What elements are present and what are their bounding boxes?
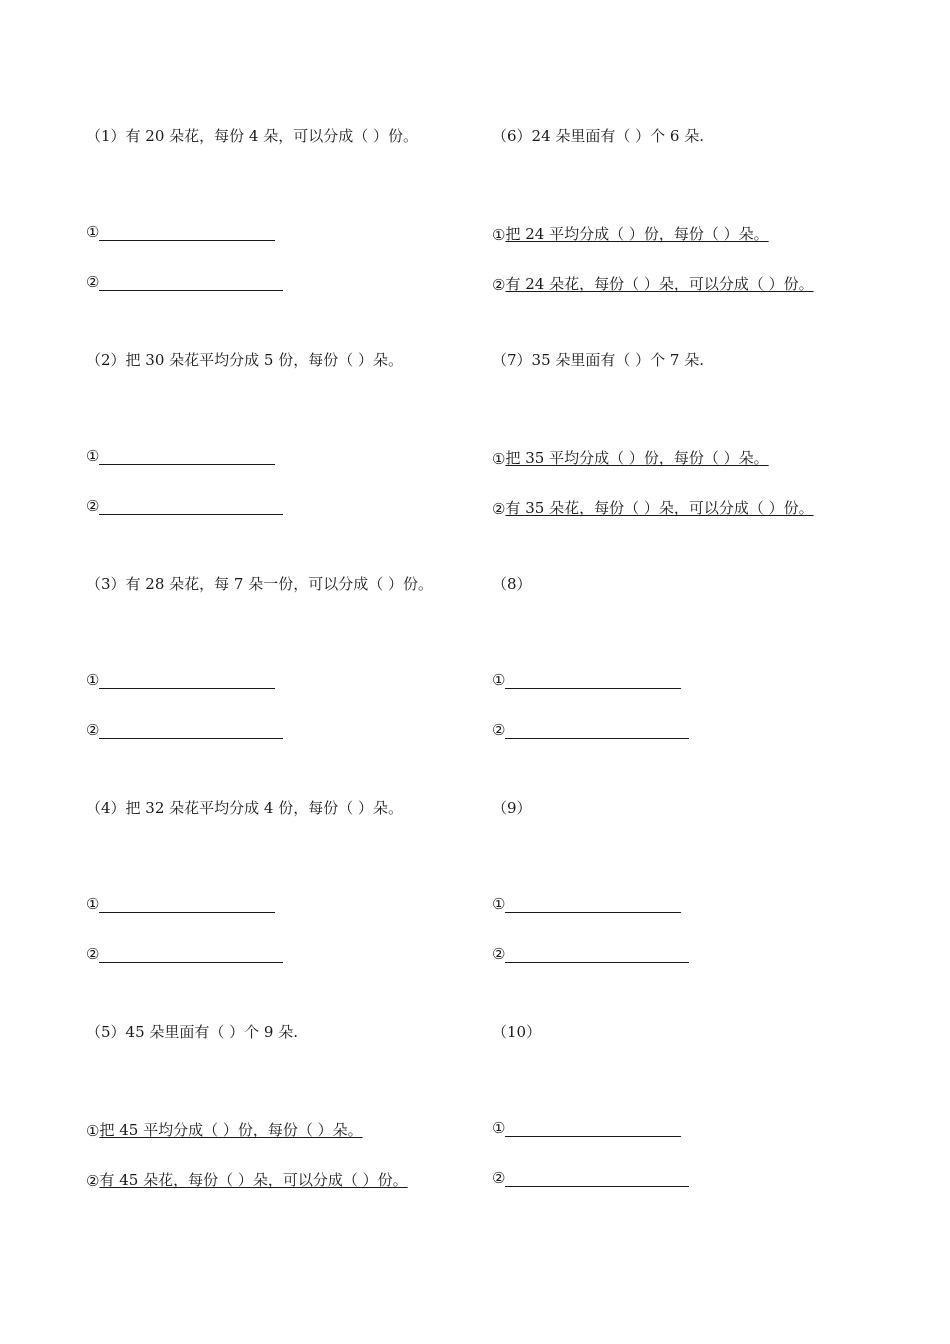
answer-blank[interactable]	[99, 672, 275, 689]
problem-1	[86, 125, 486, 349]
answer-line-2	[492, 1169, 689, 1187]
circled-number: ①	[492, 1119, 506, 1137]
problem-title: （7）35 朵里面有（ ）个 7 朵.	[492, 351, 705, 369]
problem-4	[86, 797, 486, 1021]
circled-number: ②	[86, 497, 100, 515]
answer-blank[interactable]	[505, 946, 689, 963]
circled-number: ①	[492, 671, 506, 689]
answer-line-1	[86, 1119, 367, 1140]
answer-line-1	[492, 1119, 681, 1137]
answer-line-1	[86, 447, 275, 465]
answer-blank[interactable]	[505, 672, 681, 689]
answer-line-2	[86, 273, 283, 291]
answer-blank[interactable]	[99, 896, 275, 913]
problem-title: （2）把 30 朵花平均分成 5 份，每份（ ）朵。	[86, 351, 404, 369]
answer-blank[interactable]	[505, 1170, 689, 1187]
problem-7	[492, 349, 892, 573]
circled-number: ②	[492, 945, 506, 963]
problem-title: （4）把 32 朵花平均分成 4 份，每份（ ）朵。	[86, 799, 404, 817]
circled-number: ②	[492, 276, 506, 294]
circled-number: ②	[86, 721, 100, 739]
problem-title: （3）有 28 朵花，每 7 朵一份，可以分成（ ）份。	[86, 575, 434, 593]
circled-number: ①	[492, 450, 506, 468]
circled-number: ②	[86, 273, 100, 291]
answer-line-1	[492, 895, 681, 913]
answer-line-1	[86, 671, 275, 689]
answer-blank[interactable]	[99, 498, 283, 515]
answer-line-1	[86, 895, 275, 913]
circled-number: ①	[492, 226, 506, 244]
answer-line-1	[492, 223, 773, 244]
circled-number: ②	[492, 1169, 506, 1187]
answer-line-2	[492, 273, 818, 294]
problem-title: （9）	[492, 799, 532, 817]
problem-6	[492, 125, 892, 349]
answer-line-2	[86, 721, 283, 739]
problem-2	[86, 349, 486, 573]
answer-blank[interactable]	[99, 274, 283, 291]
answer-blank[interactable]	[99, 946, 283, 963]
answer-text[interactable]: 把 24 平均分成（ ）份，每份（ ）朵。	[505, 225, 769, 243]
answer-line-2	[86, 945, 283, 963]
answer-line-1	[86, 223, 275, 241]
answer-line-2	[492, 945, 689, 963]
problem-title: （8）	[492, 575, 532, 593]
answer-line-1	[492, 447, 773, 468]
answer-blank[interactable]	[505, 896, 681, 913]
problem-3	[86, 573, 486, 797]
answer-line-2	[492, 721, 689, 739]
circled-number: ②	[86, 1172, 100, 1190]
circled-number: ②	[86, 945, 100, 963]
circled-number: ②	[492, 500, 506, 518]
circled-number: ①	[492, 895, 506, 913]
circled-number: ①	[86, 447, 100, 465]
answer-blank[interactable]	[99, 224, 275, 241]
answer-line-2	[86, 1169, 412, 1190]
answer-text[interactable]: 有 35 朵花，每份（ ）朵，可以分成（ ）份。	[505, 499, 814, 517]
answer-text[interactable]: 有 24 朵花，每份（ ）朵，可以分成（ ）份。	[505, 275, 814, 293]
answer-line-1	[492, 671, 681, 689]
problem-5	[86, 1021, 486, 1245]
answer-text[interactable]: 把 35 平均分成（ ）份，每份（ ）朵。	[505, 449, 769, 467]
circled-number: ②	[492, 721, 506, 739]
answer-line-2	[86, 497, 283, 515]
answer-text[interactable]: 有 45 朵花，每份（ ）朵，可以分成（ ）份。	[99, 1171, 408, 1189]
problem-title: （5）45 朵里面有（ ）个 9 朵.	[86, 1023, 299, 1041]
problem-title: （1）有 20 朵花，每份 4 朵，可以分成（ ）份。	[86, 127, 419, 145]
answer-blank[interactable]	[505, 722, 689, 739]
problem-9	[492, 797, 892, 1021]
problem-title: （6）24 朵里面有（ ）个 6 朵.	[492, 127, 705, 145]
answer-line-2	[492, 497, 818, 518]
circled-number: ①	[86, 223, 100, 241]
circled-number: ①	[86, 1122, 100, 1140]
answer-text[interactable]: 把 45 平均分成（ ）份，每份（ ）朵。	[99, 1121, 363, 1139]
problem-10	[492, 1021, 892, 1245]
answer-blank[interactable]	[99, 448, 275, 465]
answer-blank[interactable]	[99, 722, 283, 739]
problem-8	[492, 573, 892, 797]
answer-blank[interactable]	[505, 1120, 681, 1137]
problem-title: （10）	[492, 1023, 542, 1041]
circled-number: ①	[86, 671, 100, 689]
circled-number: ①	[86, 895, 100, 913]
